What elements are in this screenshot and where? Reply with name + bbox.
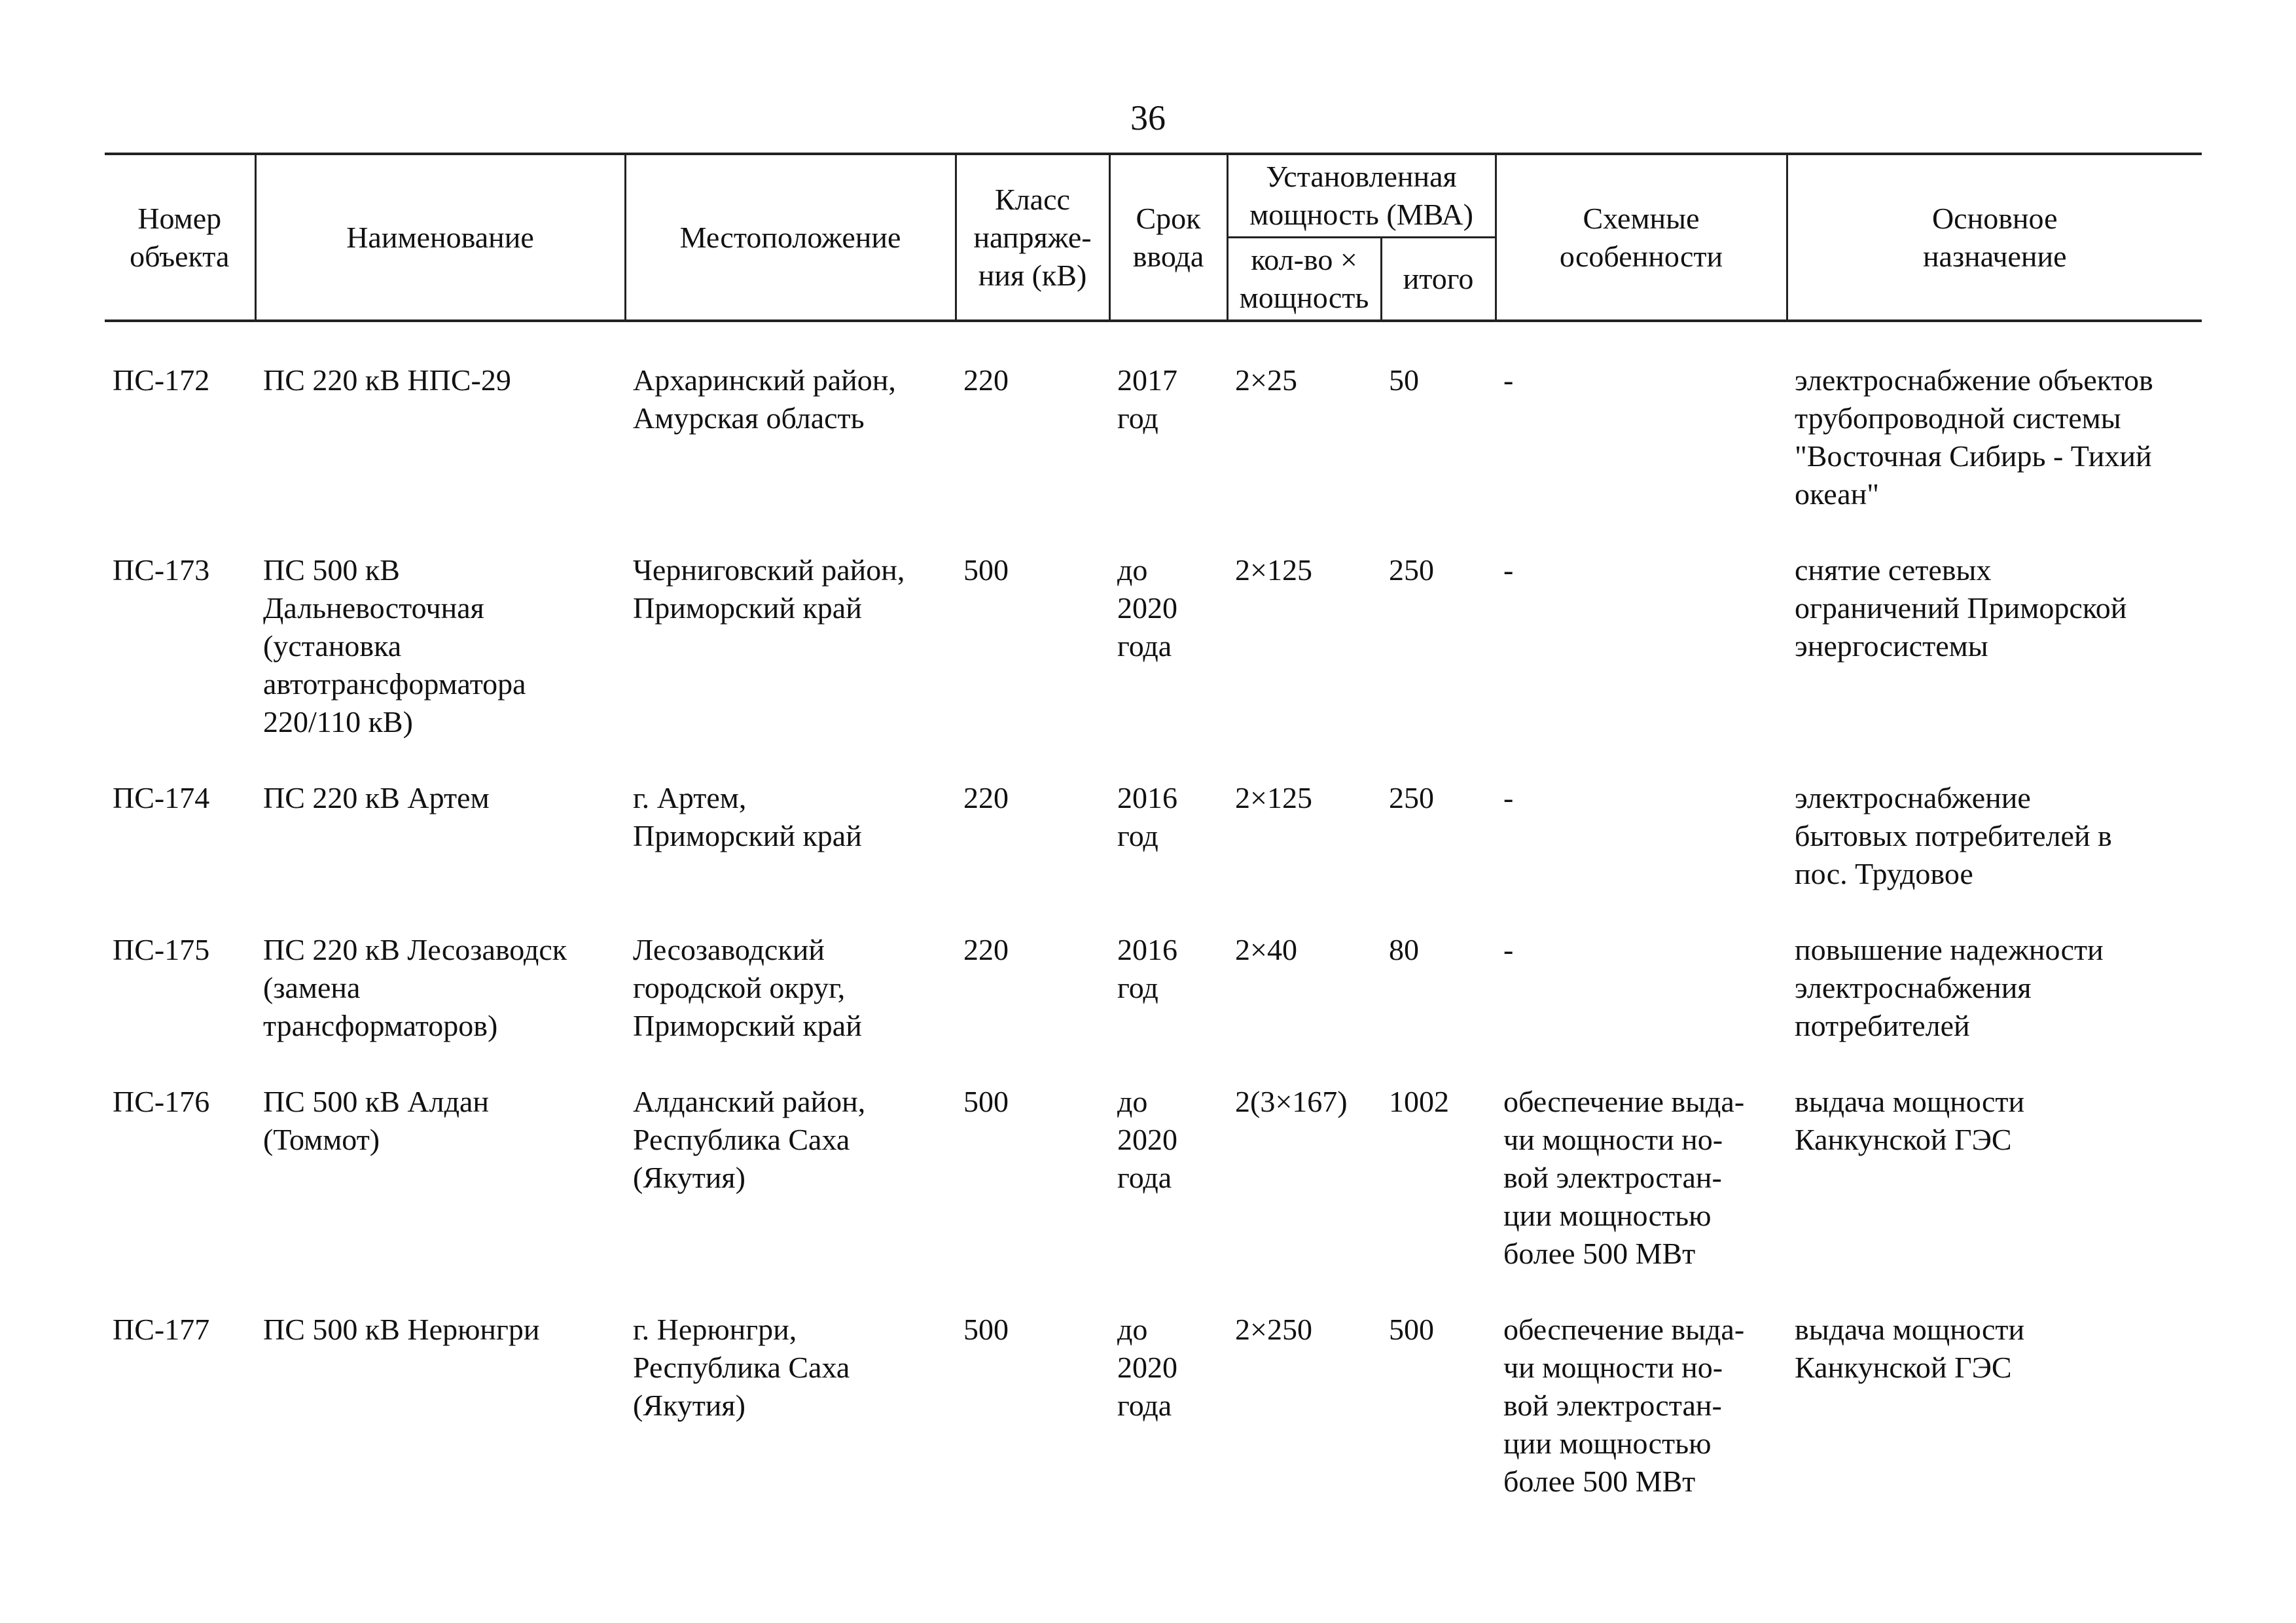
page-number: 36 <box>1130 98 1166 137</box>
cell-number: ПС-173 <box>113 553 210 587</box>
cell-purpose: снятие сетевых ограничений Приморской энергосистемы <box>1795 553 2127 663</box>
cell-total: 250 <box>1389 781 1434 814</box>
cell-location: г. Артем, Приморский край <box>633 781 862 852</box>
cell-date: 2017 год <box>1117 363 1177 435</box>
cell-location: Алданский район, Республика Саха (Якутия) <box>633 1085 866 1194</box>
cell-purpose: электроснабжение объектов трубопроводной системы "Восточная Сибирь - Тихий океан" <box>1795 363 2153 511</box>
cell-number: ПС-176 <box>113 1085 210 1118</box>
cell-purpose: выдача мощности Канкунской ГЭС <box>1795 1313 2025 1384</box>
cell-count-power: 2×25 <box>1235 363 1297 397</box>
cell-scheme: - <box>1503 933 1514 966</box>
cell-number: ПС-177 <box>113 1313 210 1346</box>
cell-total: 250 <box>1389 553 1434 587</box>
cell-name: ПС 500 кВ Дальневосточная (установка автотрансформатора 220/110 кВ) <box>263 553 526 739</box>
header-capacity: Установленная мощность (МВА) <box>1227 154 1496 238</box>
cell-number: ПС-172 <box>113 363 210 397</box>
cell-voltage: 220 <box>963 363 1009 397</box>
cell-location: Лесозаводский городской округ, Приморский край <box>633 933 862 1042</box>
header-capacity-total: итого <box>1381 238 1496 321</box>
cell-total: 80 <box>1389 933 1419 966</box>
header-date: Срок ввода <box>1109 154 1227 321</box>
cell-count-power: 2(3×167) <box>1235 1085 1348 1118</box>
cell-name: ПС 220 кВ Артем <box>263 781 490 814</box>
cell-date: 2016 год <box>1117 933 1177 1004</box>
cell-total: 50 <box>1389 363 1419 397</box>
cell-date: до 2020 года <box>1117 553 1177 663</box>
cell-name: ПС 500 кВ Алдан (Томмот) <box>263 1085 490 1156</box>
header-name: Наименование <box>255 154 625 321</box>
cell-name: ПС 220 кВ НПС-29 <box>263 363 511 397</box>
cell-voltage: 500 <box>963 1085 1009 1118</box>
header-scheme: Схемные особенности <box>1496 154 1787 321</box>
table-row <box>105 1311 2202 1539</box>
header-voltage: Класс напряже- ния (кВ) <box>956 154 1109 321</box>
cell-voltage: 220 <box>963 933 1009 966</box>
header-capacity-count: кол-во × мощность <box>1227 238 1381 321</box>
table-row <box>105 361 2202 551</box>
table-row <box>105 551 2202 779</box>
cell-location: Архаринский район, Амурская область <box>633 363 896 435</box>
cell-count-power: 2×40 <box>1235 933 1297 966</box>
header-number: Номер объекта <box>105 154 255 321</box>
cell-total: 1002 <box>1389 1085 1449 1118</box>
cell-purpose: электроснабжение бытовых потребителей в пос. Трудовое <box>1795 781 2112 890</box>
cell-count-power: 2×125 <box>1235 553 1312 587</box>
cell-date: до 2020 года <box>1117 1085 1177 1194</box>
table-row <box>105 779 2202 931</box>
table-row <box>105 931 2202 1083</box>
cell-date: до 2020 года <box>1117 1313 1177 1422</box>
table-row <box>105 1083 2202 1311</box>
cell-location: г. Нерюнгри, Республика Саха (Якутия) <box>633 1313 850 1422</box>
cell-scheme: обеспечение выда- чи мощности но- вой электростан- ции мощностью более 500 МВт <box>1503 1313 1745 1498</box>
cell-scheme: - <box>1503 781 1514 814</box>
cell-number: ПС-175 <box>113 933 210 966</box>
cell-date: 2016 год <box>1117 781 1177 852</box>
cell-count-power: 2×250 <box>1235 1313 1312 1346</box>
header-location: Местоположение <box>625 154 956 321</box>
cell-purpose: повышение надежности электроснабжения потребителей <box>1795 933 2104 1042</box>
cell-scheme: обеспечение выда- чи мощности но- вой электростан- ции мощностью более 500 МВт <box>1503 1085 1745 1270</box>
cell-voltage: 500 <box>963 553 1009 587</box>
cell-number: ПС-174 <box>113 781 210 814</box>
cell-scheme: - <box>1503 553 1514 587</box>
cell-total: 500 <box>1389 1313 1434 1346</box>
cell-scheme: - <box>1503 363 1514 397</box>
substations-table <box>105 153 2202 1539</box>
cell-name: ПС 220 кВ Лесозаводск (замена трансформаторов) <box>263 933 567 1042</box>
cell-purpose: выдача мощности Канкунской ГЭС <box>1795 1085 2025 1156</box>
cell-location: Черниговский район, Приморский край <box>633 553 905 625</box>
cell-voltage: 220 <box>963 781 1009 814</box>
cell-count-power: 2×125 <box>1235 781 1312 814</box>
cell-name: ПС 500 кВ Нерюнгри <box>263 1313 540 1346</box>
header-purpose: Основное назначение <box>1787 154 2202 321</box>
cell-voltage: 500 <box>963 1313 1009 1346</box>
